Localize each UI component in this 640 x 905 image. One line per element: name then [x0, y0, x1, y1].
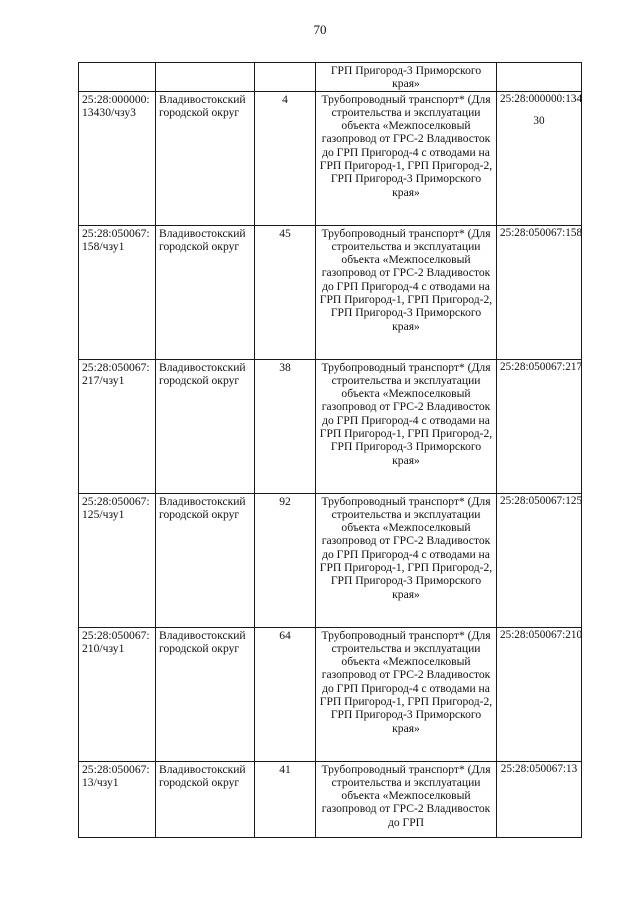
area-cell: 45: [255, 225, 316, 359]
municipality-cell: Владивостокский городской округ: [156, 627, 255, 761]
municipality-cell: Владивостокский городской округ: [156, 225, 255, 359]
permitted-use-cell: ГРП Пригород-3 Приморского края»: [316, 63, 497, 92]
source-cadastral-cell: 25:28:050067:13: [497, 761, 582, 837]
table-row: [79, 91, 582, 225]
permitted-use-cell: Трубопроводный транспорт* (Для строительства и эксплуатации объекта «Межпоселковый газопровод от ГРС-2 Владивосток до ГРП: [316, 761, 497, 837]
permitted-use-cell: Трубопроводный транспорт* (Для строительства и эксплуатации объекта «Межпоселковый газопровод от ГРС-2 Владивосток до ГРП Пригород-4 с отводами на ГРП Пригород-1, ГРП Пригород-2, ГРП Пригород-3 Приморского края»: [316, 91, 497, 225]
source-cadastral-cell: [497, 63, 582, 92]
area-cell: 92: [255, 493, 316, 627]
cadastral-number-cell: 25:28:050067:217/чзу1: [79, 359, 156, 493]
land-plots-table: [78, 62, 582, 838]
municipality-cell: Владивостокский городской округ: [156, 91, 255, 225]
source-cadastral-note: 30: [533, 114, 545, 127]
table-row-continuation: [79, 63, 582, 92]
permitted-use-cell: Трубопроводный транспорт* (Для строительства и эксплуатации объекта «Межпоселковый газопровод от ГРС-2 Владивосток до ГРП Пригород-4 с отводами на ГРП Пригород-1, ГРП Пригород-2, ГРП Пригород-3 Приморского края»: [316, 225, 497, 359]
source-cadastral-cell: 25:28:050067:210: [497, 627, 582, 761]
permitted-use-cell: Трубопроводный транспорт* (Для строительства и эксплуатации объекта «Межпоселковый газопровод от ГРС-2 Владивосток до ГРП Пригород-4 с отводами на ГРП Пригород-1, ГРП Пригород-2, ГРП Пригород-3 Приморского края»: [316, 493, 497, 627]
cadastral-number-cell: 25:28:050067:210/чзу1: [79, 627, 156, 761]
table-row: [79, 493, 582, 627]
source-cadastral-cell: 25:28:050067:125: [497, 493, 582, 627]
table-row: [79, 761, 582, 837]
source-cadastral-cell: 25:28:050067:217: [497, 359, 582, 493]
source-cadastral-cell: [497, 91, 582, 225]
table-row: [79, 225, 582, 359]
table-row: [79, 359, 582, 493]
cadastral-number-cell: 25:28:000000:13430/чзу3: [79, 91, 156, 225]
area-cell: 64: [255, 627, 316, 761]
source-cadastral-number: 25:28:000000:134: [500, 92, 583, 105]
area-cell: 4: [255, 91, 316, 225]
area-cell: [255, 63, 316, 92]
municipality-cell: Владивостокский городской округ: [156, 359, 255, 493]
cadastral-number-cell: 25:28:050067:13/чзу1: [79, 761, 156, 837]
source-cadastral-cell: 25:28:050067:158: [497, 225, 582, 359]
permitted-use-cell: Трубопроводный транспорт* (Для строительства и эксплуатации объекта «Межпоселковый газопровод от ГРС-2 Владивосток до ГРП Пригород-4 с отводами на ГРП Пригород-1, ГРП Пригород-2, ГРП Пригород-3 Приморского края»: [316, 627, 497, 761]
cadastral-number-cell: 25:28:050067:125/чзу1: [79, 493, 156, 627]
table-row: [79, 627, 582, 761]
area-cell: 38: [255, 359, 316, 493]
area-cell: 41: [255, 761, 316, 837]
cadastral-number-cell: [79, 63, 156, 92]
page-number: 70: [313, 22, 327, 37]
permitted-use-cell: Трубопроводный транспорт* (Для строительства и эксплуатации объекта «Межпоселковый газопровод от ГРС-2 Владивосток до ГРП Пригород-4 с отводами на ГРП Пригород-1, ГРП Пригород-2, ГРП Пригород-3 Приморского края»: [316, 359, 497, 493]
cadastral-number-cell: 25:28:050067:158/чзу1: [79, 225, 156, 359]
municipality-cell: Владивостокский городской округ: [156, 493, 255, 627]
municipality-cell: Владивостокский городской округ: [156, 761, 255, 837]
municipality-cell: [156, 63, 255, 92]
